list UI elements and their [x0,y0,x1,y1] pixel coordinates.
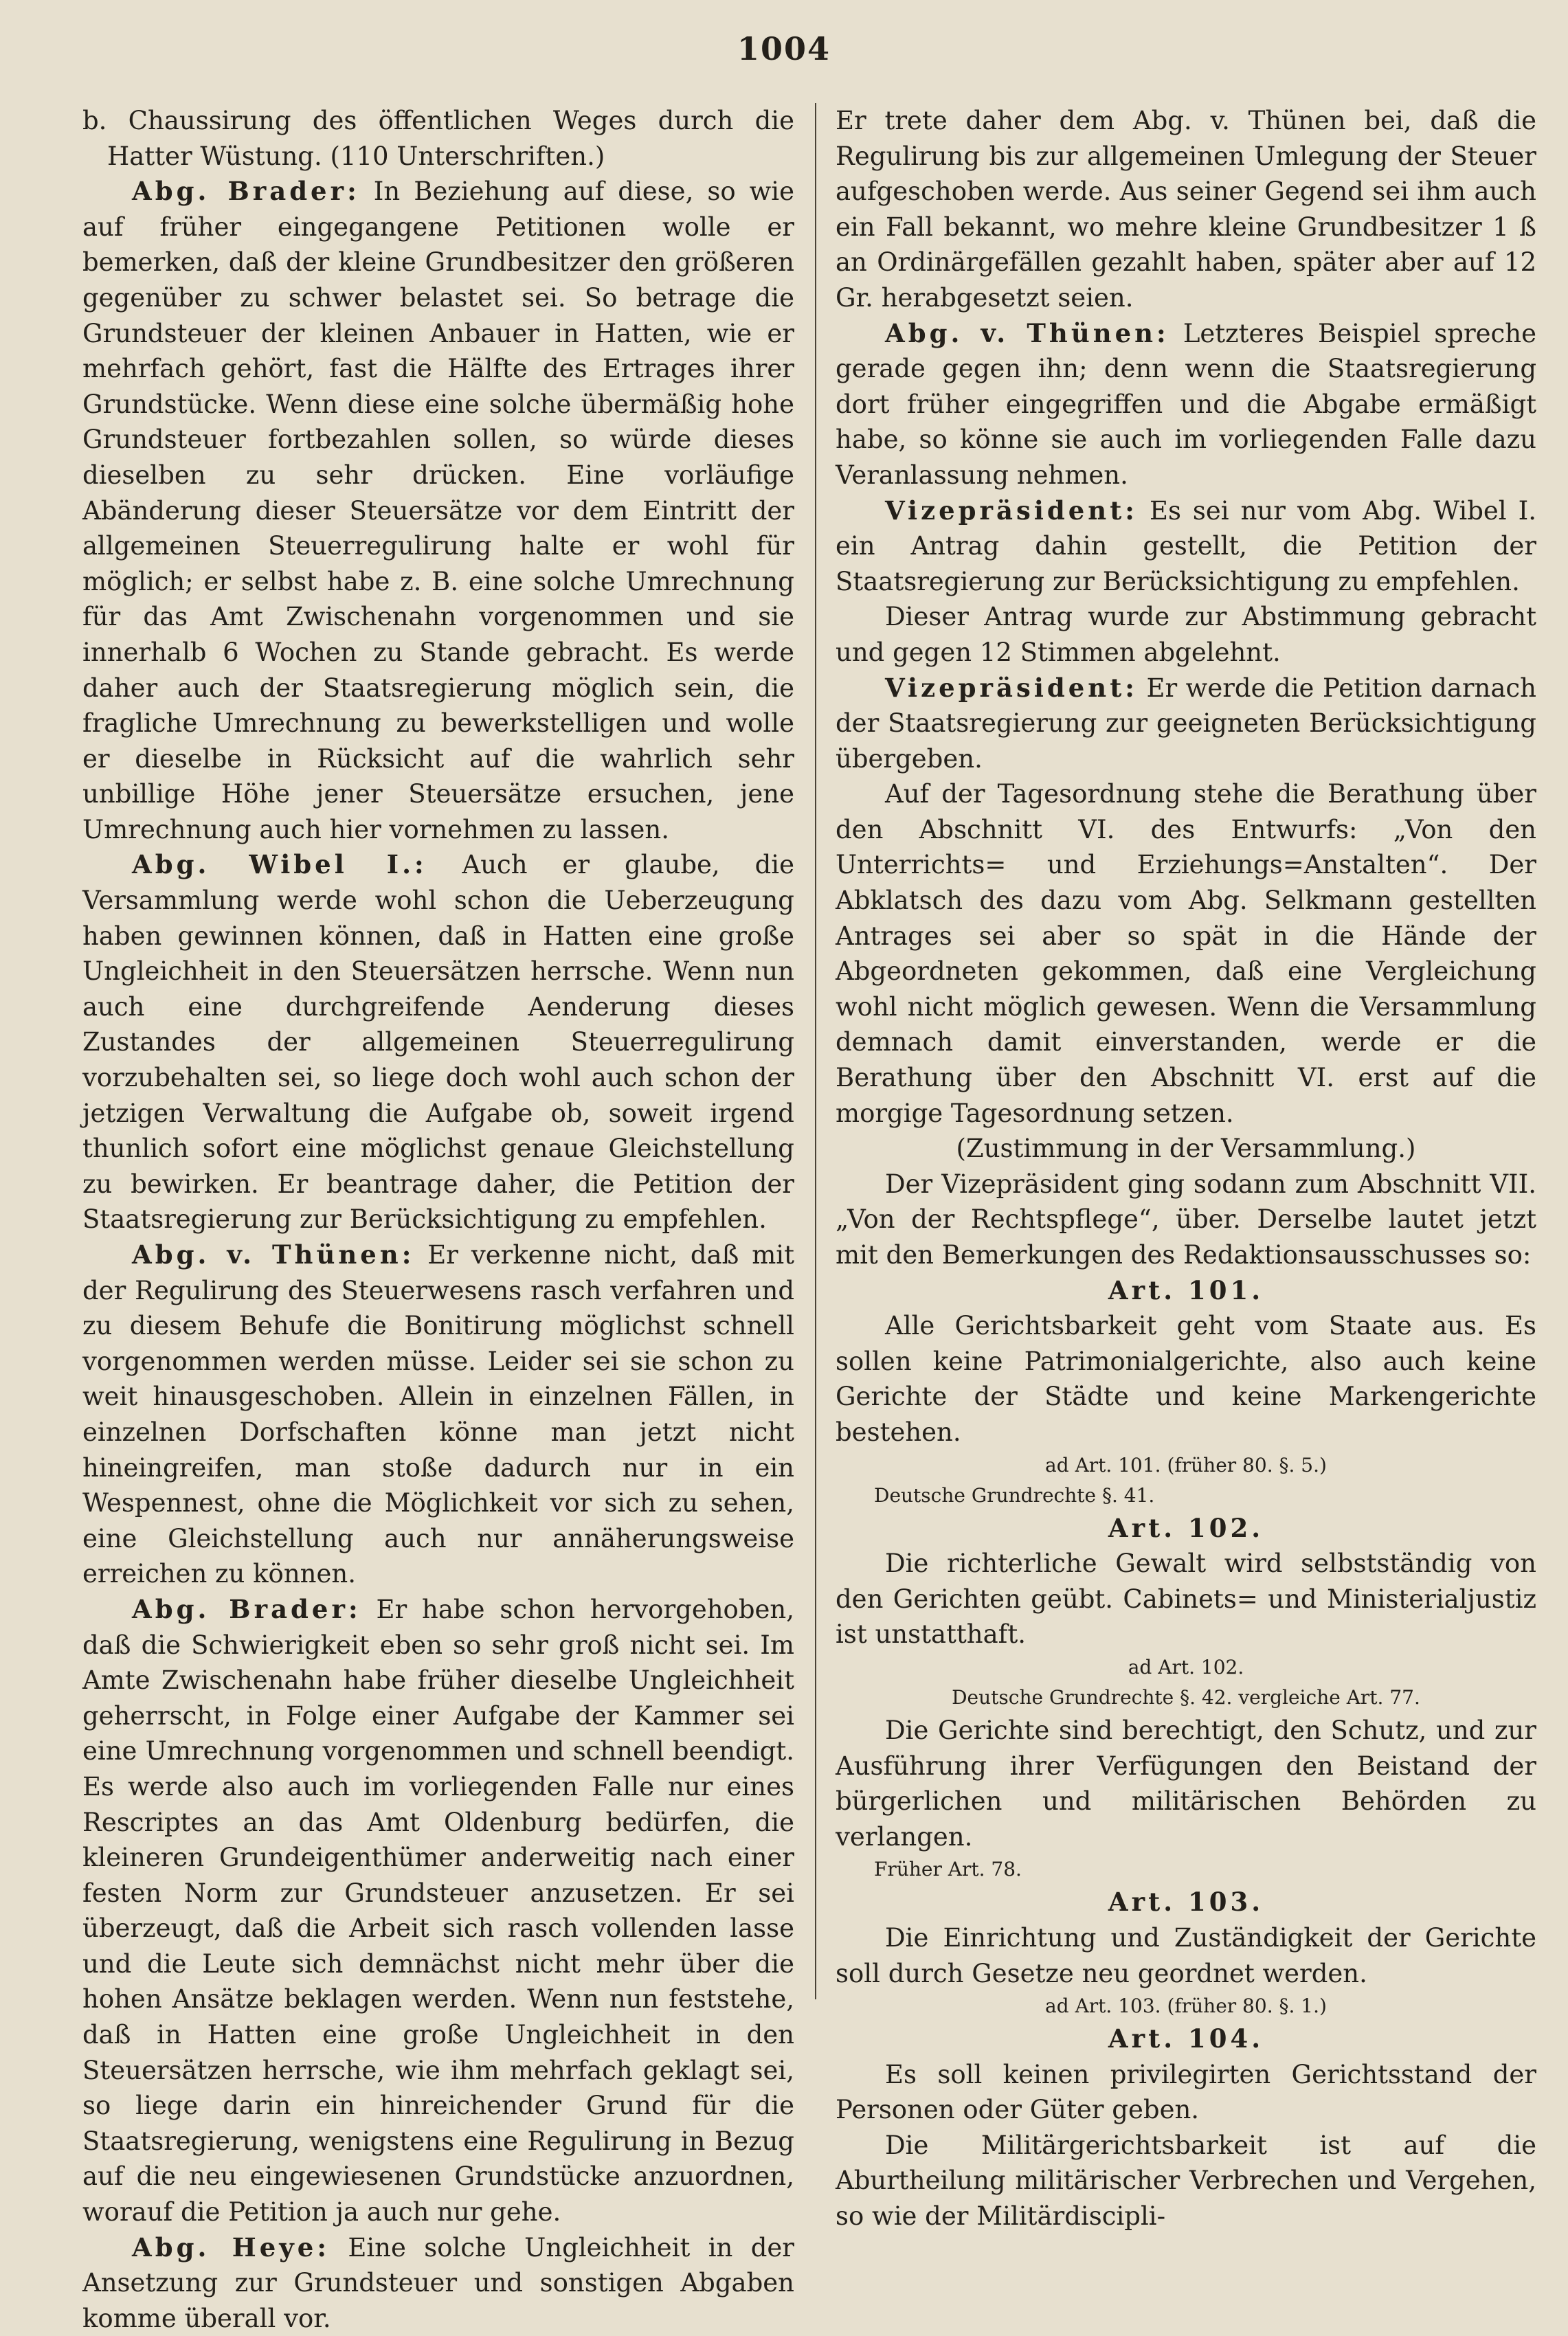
speaker-label: Abg. v. Thünen: [885,317,1169,348]
article-text: Es soll keinen privilegirten Gerichtsstand der Personen oder Güter geben. [836,2059,1536,2125]
article-reference: ad Art. 102. [1128,1655,1244,1678]
speaker-label: Abg. Brader: [132,1593,361,1624]
article-text: Die richterliche Gewalt wird selbstständig von den Gerichten geübt. Cabinets= und Ministerialjustiz ist unstatthaft. [836,1549,1536,1650]
paragraph-text: Er werde die Petition darnach der Staatsregierung zur geeigneten Berücksichtigung übergeben. [836,673,1536,774]
paragraph: Auf der Tagesordnung stehe die Berathung über den Abschnitt VI. des Entwurfs: „Von den Unterrichts= und Erziehungs=Anstalten“. Der Abklatsch des dazu vom Abg. Selkmann gestellten Antrages sei aber so spät in die Hände der Abgeordneten gekommen, daß eine Vergleichung wohl nicht möglich gewesen. Wenn die Versammlung demnach damit einverstanden, werde er die Berathung über den Abschnitt VI. erst auf die morgige Tagesordnung setzen. [836,779,1536,1128]
article-text: Die Gerichte sind berechtigt, den Schutz, und zur Ausführung ihrer Verfügungen den Beistand der bürgerlichen und militärischen Behörden zu verlangen. [836,1715,1536,1852]
paragraph-text: Es sei nur vom Abg. Wibel I. ein Antrag dahin gestellt, die Petition der Staatsregierung zur Berücksichtigung zu empfehlen. [836,495,1536,596]
article-text: Die Militärgerichtsbarkeit ist auf die Aburtheilung militärischer Verbrechen und Vergehen, so wie der Militärdiscipli- [836,2130,1536,2232]
speaker-label: Vizepräsident: [885,495,1138,526]
article-reference: Deutsche Grundrechte §. 41. [874,1483,1155,1507]
speaker-label: Vizepräsident: [885,672,1138,703]
speaker-label: Abg. v. Thünen: [132,1239,415,1270]
paragraph [836,316,1536,493]
paragraph [82,174,794,847]
article-text: Die Einrichtung und Zuständigkeit der Gerichte soll durch Gesetze neu geordnet werden. [836,1922,1536,1988]
paragraph-text: Er habe schon hervorgehoben, daß die Schwierigkeit eben so sehr groß nicht sei. Im Amte Zwischenahn habe früher dieselbe Ungleichheit geherrscht, in Folge einer Aufgabe der Kammer sei eine Umrechnung vorgenommen und schnell beendigt. Es werde also auch im vorliegenden Falle nur eines Rescriptes an das Amt Oldenburg bedürfen, die kleineren Grundeigenthümer anderweitig nach einer festen Norm zur Grundsteuer anzusetzen. Er sei überzeugt, daß die Arbeit sich rasch vollenden lasse und die Leute sich demnächst nicht mehr über die hohen Ansätze beklagen werden. Wenn nun feststehe, daß in Hatten eine große Ungleichheit in den Steuersätzen herrsche, wie ihm mehrfach geklagt sei, so liege darin ein hinreichender Grund für die Staatsregierung, wenigstens eine Regulirung in Bezug auf die neu eingewiesenen Grundstücke anzuordnen, worauf die Petition ja auch nur gehe. [82,1594,794,2227]
paragraph [82,847,794,1237]
article-reference: Früher Art. 78. [874,1858,1022,1881]
article-text: Alle Gerichtsbarkeit geht vom Staate aus. Es sollen keine Patrimonialgerichte, also auch keine Gerichte der Städte und keine Markengerichte bestehen. [836,1311,1536,1447]
article-heading-103: Art. 103. [1108,1887,1264,1918]
right-column [836,103,1536,2232]
paragraph-text: Eine solche Ungleichheit in der Ansetzung zur Grundsteuer und sonstigen Abgaben komme überall vor. [82,2232,794,2333]
paragraph [82,2230,794,2336]
paragraph-text: Auch er glaube, die Versammlung werde wohl schon die Ueberzeugung haben gewinnen können, daß in Hatten eine große Ungleichheit in den Steuersätzen herrsche. Wenn nun auch eine durchgreifende Aenderung dieses Zustandes der allgemeinen Steuerregulirung vorzubehalten sei, so liege doch wohl auch schon der jetzigen Verwaltung die Aufgabe ob, soweit irgend thunlich sofort eine möglichst genaue Gleichstellung zu bewirken. Er beantrage daher, die Petition der Staatsregierung zur Berücksichtigung zu empfehlen. [82,850,794,1235]
page-number: 1004 [737,30,831,67]
paragraph: Der Vizepräsident ging sodann zum Abschnitt VII. „Von der Rechtspflege“, über. Derselbe lautet jetzt mit den Bemerkungen des Redaktionsausschusses so: [836,1169,1536,1270]
paragraph: Er trete daher dem Abg. v. Thünen bei, daß die Regulirung bis zur allgemeinen Umlegung der Steuer aufgeschoben werde. Aus seiner Gegend sei ihm auch ein Fall bekannt, wo mehre kleine Grundbesitzer 1 ß an Ordinärgefällen gezahlt haben, später aber auf 12 Gr. herabgesetzt seien. [836,106,1536,313]
assembly-reaction: (Zustimmung in der Versammlung.) [956,1134,1416,1164]
petition-item-b: b. Chaussirung des öffentlichen Weges durch die Hatter Wüstung. (110 Unterschriften.) [82,106,794,171]
article-reference: ad Art. 101. (früher 80. §. 5.) [1045,1453,1327,1476]
paragraph: Dieser Antrag wurde zur Abstimmung gebracht und gegen 12 Stimmen abgelehnt. [836,602,1536,667]
speaker-label: Abg. Heye: [132,2232,330,2262]
paragraph-text: Er verkenne nicht, daß mit der Regulirung des Steuerwesens rasch verfahren und zu diesem Behufe die Bonitirung möglichst schnell vorgenommen werden müsse. Leider sei sie schon zu weit hinausgeschoben. Allein in einzelnen Fällen, in einzelnen Dorfschaften könne man jetzt nicht hineingreifen, man stoße dadurch nur in ein Wespennest, ohne die Möglichkeit vor sich zu sehen, eine Gleichstellung auch nur annäherungsweise erreichen zu können. [82,1240,794,1589]
article-heading-101: Art. 101. [1108,1274,1264,1305]
article-heading-104: Art. 104. [1108,2023,1264,2054]
article-heading-102: Art. 102. [1108,1512,1264,1543]
column-divider [815,103,816,1999]
speaker-label: Abg. Wibel I.: [132,849,427,880]
paragraph [836,671,1536,777]
article-reference: Deutsche Grundrechte §. 42. vergleiche Art. 77. [952,1685,1420,1709]
paragraph [836,493,1536,600]
paragraph-text: Letzteres Beispiel spreche gerade gegen ihn; denn wenn die Staatsregierung dort früher eingegriffen und die Abgabe ermäßigt habe, so könne sie auch im vorliegenden Falle dazu Veranlassung nehmen. [836,318,1536,490]
paragraph [82,1237,794,1592]
paragraph-text: In Beziehung auf diese, so wie auf früher eingegangene Petitionen wolle er bemerken, daß der kleine Grundbesitzer den größeren gegenüber zu schwer belastet sei. So betrage die Grundsteuer der kleinen Anbauer in Hatten, wie er mehrfach gehört, fast die Hälfte des Ertrages ihrer Grundstücke. Wenn diese eine solche übermäßig hohe Grundsteuer fortbezahlen sollen, so würde dieses dieselben zu sehr drücken. Eine vorläufige Abänderung dieser Steuersätze vor dem Eintritt der allgemeinen Steuerregulirung halte er wohl für möglich; er selbst habe z. B. eine solche Umrechnung für das Amt Zwischenahn vorgenommen und sie innerhalb 6 Wochen zu Stande gebracht. Es werde daher auch der Staatsregierung möglich sein, die fragliche Umrechnung zu bewerkstelligen und wolle er dieselbe in Rücksicht auf die wahrlich sehr unbillige Höhe jener Steuersätze ersuchen, jene Umrechnung auch hier vornehmen zu lassen. [82,177,794,844]
article-reference: ad Art. 103. (früher 80. §. 1.) [1045,1995,1327,2018]
left-column [82,103,794,2333]
paragraph [82,1592,794,2230]
speaker-label: Abg. Brader: [132,176,360,207]
